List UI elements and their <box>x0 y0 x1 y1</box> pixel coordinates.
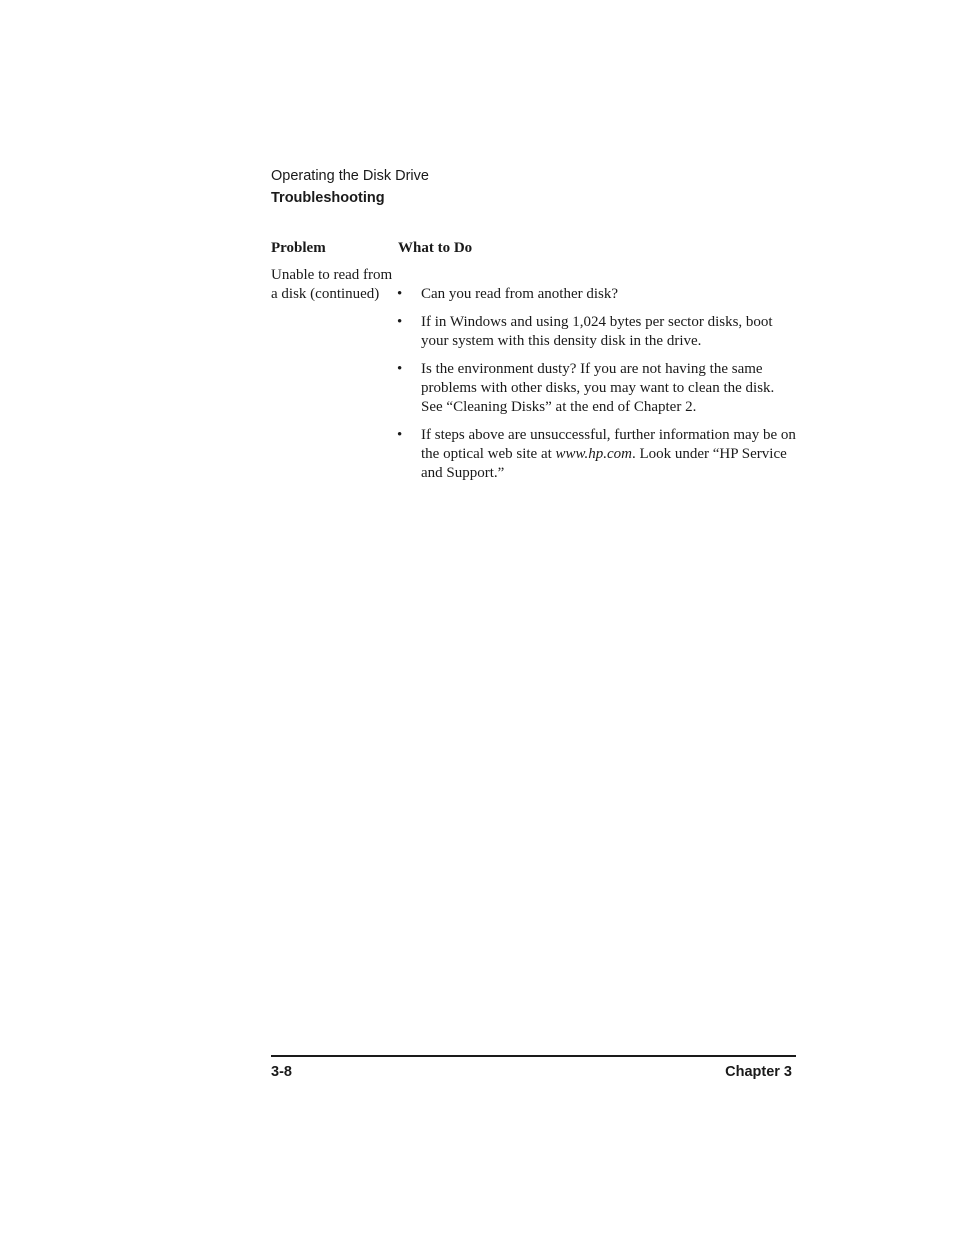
column-header-problem: Problem <box>271 240 326 256</box>
website-reference: www.hp.com <box>555 446 632 462</box>
solution-list <box>397 285 797 492</box>
running-head <box>271 165 429 209</box>
problem-description: Unable to read from a disk (continued) <box>271 267 393 302</box>
bullet-icon: • <box>397 361 403 377</box>
list-item-text-after-link: . Look under “HP Service and Support.” <box>421 446 787 481</box>
list-item-text: If in Windows and using 1,024 bytes per sector disks, boot your system with this density disk in the drive. <box>421 314 773 349</box>
chapter-title: Operating the Disk Drive <box>271 168 429 184</box>
chapter-label: Chapter 3 <box>725 1064 792 1080</box>
section-title: Troubleshooting <box>271 190 385 206</box>
footer-rule <box>271 1055 796 1057</box>
list-item-text-before-link: If steps above are unsuccessful, further information may be on the optical web site at <box>421 427 796 462</box>
list-item <box>397 426 797 483</box>
list-item <box>397 285 797 304</box>
list-item <box>397 360 797 417</box>
list-item <box>397 313 797 351</box>
page-number: 3-8 <box>271 1064 292 1080</box>
bullet-icon: • <box>397 427 403 443</box>
list-item-text: Is the environment dusty? If you are not having the same problems with other disks, you may want to clean the disk. See “Cleaning Disks” at the end of Chapter 2. <box>421 361 775 415</box>
bullet-icon: • <box>397 286 403 302</box>
list-item-text: Can you read from another disk? <box>421 286 619 302</box>
bullet-icon: • <box>397 314 403 330</box>
column-header-what-to-do: What to Do <box>398 240 473 256</box>
